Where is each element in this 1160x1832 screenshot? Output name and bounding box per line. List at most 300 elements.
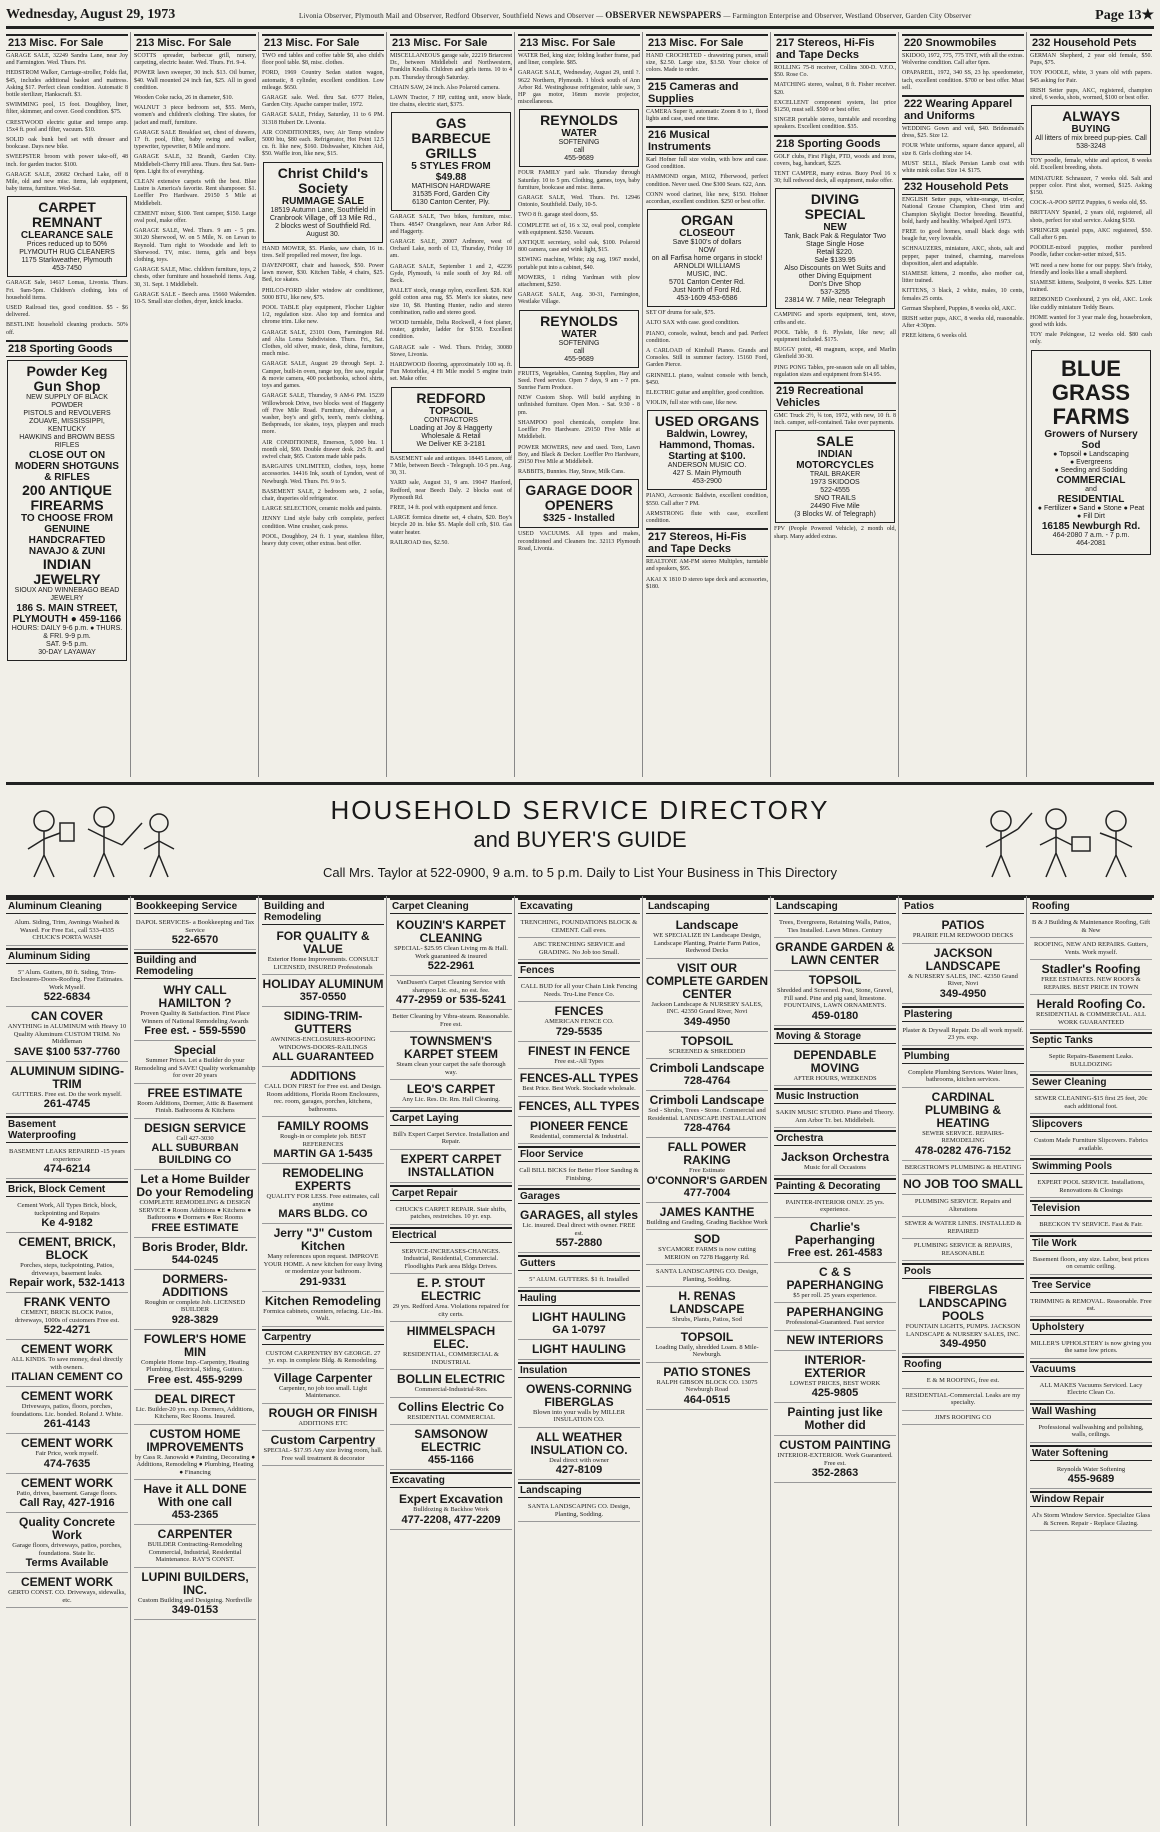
- listing-description: Garage floors, driveways, patios, porches, foundations. State lic.: [12, 1542, 122, 1557]
- classified-ad: ENGLISH Setter pups, white-orange, tri-color, National Grouse Champion, Chest trim and Champion Skylight Doctor breeding. Beautiful, bold, hardy and healthy. Whelped April 1973.: [902, 197, 1024, 225]
- section-heading: 217 Stereos, Hi-Fis and Tape Decks: [774, 34, 896, 63]
- listing-description: Loading Daily, shredded Loam. 8 Mile-Newburgh.: [655, 1343, 759, 1358]
- section-heading: 213 Misc. For Sale: [646, 34, 768, 51]
- listing-description: RESIDENTIAL & COMMERCIAL. ALL WORK GUARANTEED: [1036, 1011, 1146, 1026]
- service-listing: [646, 1265, 768, 1287]
- listing-description: 29 yrs. Redford Area. Violations repaired for city certs.: [392, 1303, 510, 1318]
- ad-line: call: [573, 347, 585, 355]
- classified-ad: GARAGE SALE, Thursday, 9 AM-6 PM. 15239 Willowbrook Drive, two blocks west of Haggerty off Five Mile Road. Furniture, dishwasher, a washer, boy's and girl's, teen's, men's clothing. Bedspreads, ice skates, toys, playpen and much more.: [262, 393, 384, 436]
- classified-ad: RABBITS, Bunnies. Hay, Straw, Milk Cans.: [518, 469, 625, 476]
- classified-ad: MATCHING stereo, walnut, 8 ft. Fisher receiver. $20.: [774, 82, 896, 96]
- listing-phone: Free est. - 559-5590: [144, 1025, 246, 1037]
- service-listing: [518, 1273, 640, 1288]
- listing-description: RESIDENTIAL, COMMERCIAL & INDUSTRIAL: [403, 1351, 499, 1366]
- classified-ad: GARAGE SALE, Wed. Thurs. 9 am - 5 pm. 30120 Sherwood, W. on 5 Mile, N. on Levan to Reynold. Turn right to Woodside and left to Sherwood. TV, misc. items, girls and boys clothing, toys.: [134, 228, 256, 264]
- display-ad: [263, 162, 383, 243]
- ad-line: 6130 Canton Center, Ply.: [412, 199, 490, 207]
- service-listing: [6, 1007, 128, 1062]
- listing-description: & NURSERY SALES, INC. 42350 Grand River, Novi: [908, 972, 1018, 987]
- service-category-heading: Garages: [518, 1188, 640, 1204]
- ad-line: REYNOLDS: [540, 312, 618, 329]
- classified-ad: PHILCO-FORD slider window air conditioner, 5000 BTU, like new, $75.: [262, 287, 384, 301]
- business-name: FREE ESTIMATE: [147, 1085, 243, 1100]
- service-listing: [1030, 960, 1152, 995]
- listing-description: SYCAMORE FARMS is now cutting MERION on 7278 Haggerty Rd.: [658, 1246, 756, 1261]
- service-listing: [6, 1573, 128, 1608]
- business-name: PIONEER FENCE: [529, 1118, 628, 1133]
- directory-banner: [6, 782, 1154, 898]
- listing-description: Plaster & Drywall Repair. Do all work myself. 23 yrs. exp.: [902, 1026, 1024, 1041]
- business-name: CEMENT WORK: [21, 1342, 113, 1356]
- ad-line: FARMS: [1052, 403, 1130, 429]
- service-listing: [134, 1119, 256, 1171]
- classified-ad: WEDDING Gown and veil, $40. Bridesmaid's dress, $25. Size 12.: [902, 126, 1024, 140]
- service-listing: [262, 1404, 384, 1432]
- service-listing: [390, 1398, 512, 1426]
- ad-line: 522-4555: [820, 487, 850, 495]
- listing-description: SEWER SERVICE. REPAIRS-REMODELING: [922, 1129, 1004, 1144]
- service-category-heading: Tile Work: [1030, 1235, 1152, 1251]
- listing-description: TRENCHING, FOUNDATIONS BLOCK & CEMENT. Call eves.: [520, 919, 638, 934]
- classified-ad: GARAGE SALE, Wed. Thurs. Fri. 12946 Ontonio, Southfield. Daily, 10-5.: [518, 195, 640, 209]
- section-heading: 232 Household Pets: [902, 178, 1024, 195]
- listing-description: ADDITIONS ETC: [298, 1419, 348, 1427]
- listing-description: COMPLETE REMODELING & DESIGN SERVICE ● Room Additions ● Kitchens ● Bathrooms ● Dormers ● Rec Rooms: [138, 1199, 252, 1221]
- listing-phone: Call Ray, 427-1916: [19, 1497, 115, 1509]
- listing-phone: SAVE $100 537-7760: [13, 1045, 121, 1058]
- business-name: ALUMINUM SIDING-TRIM: [10, 1063, 124, 1091]
- classified-ad: IRISH setter pups, AKC, 8 weeks old, reasonable. After 4:30pm.: [902, 316, 1024, 330]
- classified-ad: HAND MOWER, $5. Planks, saw chain, 16 in. tires. Self propelled reel mower, fire logs.: [262, 245, 384, 259]
- ad-line: All litters of mix breed pup-pies. Call: [1035, 135, 1147, 143]
- directory-title: HOUSEHOLD SERVICE DIRECTORY: [330, 795, 830, 825]
- classified-ad: YARD sale, August 31, 9 am. 19047 Hanford, Redford, near Beech Daly. 2 blocks east of Plymouth Rd.: [390, 480, 512, 501]
- listing-phone: Ke 4-9182: [41, 1217, 93, 1229]
- listing-description: RESIDENTIAL COMMERCIAL: [407, 1413, 495, 1421]
- service-listing: [134, 1568, 256, 1621]
- listing-description: SCREENED & SHREDDED: [668, 1047, 746, 1055]
- classified-ad: BUGGY point, 48 magnum, scope, and Marlin Glenfield 30-30.: [774, 347, 896, 361]
- ad-line: Just North of Ford Rd.: [672, 287, 742, 295]
- classified-column: [774, 32, 899, 777]
- section-heading: 217 Stereos, Hi-Fis and Tape Decks: [646, 528, 768, 557]
- business-name: FAMILY ROOMS: [277, 1119, 369, 1133]
- listing-description: Bill's Expert Carpet Service. Installation and Repair.: [393, 1130, 509, 1145]
- classified-ad: EXCELLENT component system, list price $1250, must sell. $500 or best offer.: [774, 99, 896, 114]
- listing-phone: 455-9689: [1067, 1473, 1115, 1485]
- service-listing: [1030, 1134, 1152, 1156]
- ad-line: CARPET REMNANT: [32, 199, 102, 231]
- classified-ad: FOUR White uniforms, square dance apparel, all size 8. Girls clothing size 14.: [902, 143, 1024, 157]
- listing-description: Rough-in or complete job. BEST REFERENCES: [279, 1133, 367, 1148]
- service-listing: [774, 1303, 896, 1331]
- service-listing: [134, 1525, 256, 1568]
- business-name: INTERIOR-EXTERIOR: [804, 1352, 866, 1380]
- listing-description: EXPERT POOL SERVICE. Installations, Renovations & Closings: [1037, 1179, 1145, 1194]
- listing-description: 5" ALUM. GUTTERS. $1 ft. Installed: [529, 1276, 629, 1283]
- gun-shop-ad: [7, 360, 127, 661]
- service-listing: [134, 1480, 256, 1525]
- listing-phone: 459-0180: [811, 1009, 859, 1022]
- listing-phone: 352-2863: [811, 1467, 859, 1479]
- ad-line: Prices reduced up to 50%: [26, 241, 108, 249]
- business-name: Crimboli Landscape: [649, 1093, 765, 1107]
- service-listing: [774, 1436, 896, 1483]
- listing-description: CALL DON FIRST for Free est. and Design. Room additions, Florida Room Enclosures, rec. room, garages, porches, kitchens, bathrooms.: [264, 1083, 382, 1113]
- service-listing: [518, 1097, 640, 1117]
- listing-description: Summer Prices. Let a Builder do your Remodeling and SAVE! Quality workmanship for over 20 years: [134, 1057, 256, 1079]
- classified-ad: CEMENT mixer, $100. Tent camper, $150. Large oval pool, make offer.: [134, 210, 256, 225]
- ad-line: Growers of Nursery Sod: [1044, 428, 1138, 451]
- service-listing: [518, 1428, 640, 1481]
- service-listing: [134, 1238, 256, 1270]
- ad-line: Also Discounts on Wet Suits and other Diving Equipment: [784, 265, 886, 281]
- display-ad: [7, 196, 127, 277]
- ad-line: GARAGE DOOR OPENERS: [525, 482, 633, 514]
- service-category-heading: Landscaping: [646, 898, 768, 914]
- ad-line: BUYING: [1071, 124, 1111, 136]
- ad-line: 5701 Canton Center Rd.: [669, 279, 745, 287]
- display-ad: [775, 188, 895, 309]
- business-name: FENCES, ALL TYPES: [518, 1098, 640, 1113]
- display-ad: [519, 479, 639, 528]
- service-listing: [1030, 995, 1152, 1030]
- classified-ad: CAMERA Super 8, automatic Zoom 8 to 1, flood lights and case, used one time.: [646, 108, 768, 122]
- listing-phone: 474-6214: [43, 1163, 91, 1175]
- classified-ad: COMPLETE set of, 16 x 32, oval pool, complete with equipment. $250. Vacuum.: [518, 222, 640, 236]
- listing-description: Reynolds Water Softening: [1056, 1465, 1126, 1473]
- listing-description: Driveways, patios, floors, porches, foundations. Lic. bonded. Roland J. White.: [11, 1403, 123, 1418]
- ad-line: SNO TRAILS: [814, 495, 856, 503]
- service-column: [902, 896, 1027, 1826]
- business-name: FENCES: [554, 1004, 604, 1018]
- service-category-heading: Roofing: [1030, 898, 1152, 914]
- business-name: REMODELING EXPERTS: [282, 1166, 364, 1193]
- listing-description: AFTER HOURS, WEEKENDS: [793, 1074, 877, 1082]
- service-listing: [1030, 1295, 1152, 1317]
- service-listing: [134, 1330, 256, 1390]
- listing-description: Call 427-3030: [176, 1134, 214, 1142]
- ad-line: PISTOLS and REVOLVERS: [23, 409, 111, 417]
- listing-description: WE SPECIALIZE IN Landscape Design, Landscape Planting, Prairie Farm Patios, Redwood Decks: [653, 932, 761, 954]
- service-listing: [646, 959, 768, 1032]
- service-category-heading: Electrical: [390, 1227, 512, 1243]
- business-name: ROUGH OR FINISH: [268, 1405, 378, 1420]
- listing-phone: MARTIN GA 1-5435: [273, 1148, 373, 1160]
- service-category-heading: Basement Waterproofing: [6, 1116, 128, 1143]
- ad-line: (3 Blocks W. of Telegraph): [794, 511, 876, 519]
- business-name: LEO'S CARPET: [406, 1082, 496, 1096]
- service-category-heading: Bookkeeping Service: [134, 898, 256, 914]
- ad-line: and: [1085, 485, 1097, 493]
- ad-line: COMMERCIAL: [1056, 474, 1126, 486]
- classified-ad: SPRINGER spaniel pups, AKC registered, $50. Call after 6 pm.: [1030, 227, 1152, 242]
- classified-ad: TOY POODLE, white, 3 years old with papers. $45 asking for Pair.: [1030, 70, 1152, 84]
- business-name: TOPSOIL: [808, 973, 862, 987]
- section-heading: 218 Sporting Goods: [6, 340, 128, 357]
- listing-description: SPECIAL- $25.95 Clean Living rm & Hall. Work guaranteed & insured: [394, 945, 508, 960]
- service-listing: [1030, 1509, 1152, 1531]
- business-name: Have it ALL DONE With one call: [143, 1482, 247, 1509]
- business-name: Collins Electric Co: [397, 1399, 505, 1414]
- listing-description: Commercial-Industrial-Res.: [414, 1386, 488, 1393]
- listing-phone: Free est. 261-4583: [787, 1246, 883, 1259]
- ad-line: SALE: [816, 433, 854, 450]
- ad-line: 18519 Autumn Lane, Southfield in Cranbrook Village, off 13 Mile Rd., 2 blocks west of Southfield Rd. August 30.: [269, 206, 377, 238]
- listing-description: PRAIRIE FILM REDWOOD DECKS: [912, 932, 1014, 939]
- service-listing: [6, 1387, 128, 1434]
- listing-description: Complete Home Imp.-Carpentry, Heating Plumbing, Electrical, Siding, Gutters.: [140, 1358, 250, 1373]
- classified-ad: BASEMENT SALE, 2 bedroom sets, 2 sofas, chair, draperies old refrigerator.: [262, 488, 384, 502]
- listing-phone: 357-0550: [299, 991, 347, 1003]
- business-name: FRANK VENTO: [23, 1295, 111, 1309]
- ad-line: on all Farfisa home organs in stock!: [651, 255, 763, 263]
- service-category-heading: Carpentry: [262, 1329, 384, 1345]
- ad-line: Christ Child's Society: [277, 164, 369, 196]
- service-category-heading: Insulation: [518, 1362, 640, 1378]
- listing-phone: 453-2365: [171, 1509, 219, 1521]
- classified-ad: SWIMMING pool, 15 foot. Doughboy, liner, filter, skimmer, and cover. Good condition. $75.: [6, 102, 128, 116]
- service-listing: [134, 981, 256, 1041]
- listing-phone: 478-0282 476-7152: [914, 1144, 1012, 1157]
- classified-ad: AIR CONDITIONERS, two; Air Temp window 5000 btu, $80 each. Refrigerator, Hot Point 12.5 cu. ft. like new, $160. Dishwasher, Kitchen Aid, $50. Waffle iron, like new, $15.: [262, 129, 384, 158]
- classified-ad: GARAGE SALE, September 1 and 2, 42236 Gyde, Plymouth, ¼ mile south of Joy Rd. off Beck.: [390, 263, 512, 285]
- display-ad: [775, 430, 895, 523]
- classified-ad: German Shepherd, Puppies, 8 weeks old, AKC.: [902, 305, 1016, 312]
- listing-phone: 729-5535: [555, 1025, 603, 1038]
- listing-description: Shrubs, Plants, Patios, Sod: [672, 1316, 742, 1323]
- service-listing: [902, 1217, 1024, 1239]
- classified-ad: SINGER portable stereo, turntable and recording speakers. Excellent condition. $35.: [774, 117, 896, 131]
- listing-phone: ALL SUBURBAN BUILDING CO: [151, 1142, 239, 1166]
- service-listing: [646, 1328, 768, 1363]
- classified-ad: Wooden Coke racks, 26 in diameter, $10.: [134, 95, 234, 102]
- listing-description: Free est.-All Types: [554, 1057, 604, 1065]
- classified-ad: TOY male Pekingese, 12 weeks old. $80 cash only.: [1030, 332, 1152, 346]
- listing-description: ROOFING, NEW AND REPAIRS. Gutters, Vents. Work myself.: [1034, 941, 1148, 956]
- service-listing: [390, 1150, 512, 1183]
- business-name: OWENS-CORNING FIBERGLAS: [526, 1381, 632, 1409]
- listing-description: PLUMBING SERVICE & REPAIRS, REASONABLE: [913, 1242, 1013, 1257]
- ad-line: REYNOLDS: [540, 112, 618, 129]
- listing-description: Residential, commercial & Industrial.: [529, 1132, 628, 1140]
- listing-description: CHUCK'S CARPET REPAIR. Stair shifts, patches, restretches. 10 yr. exp.: [395, 1205, 507, 1220]
- service-listing: [262, 1164, 384, 1224]
- service-category-heading: Septic Tanks: [1030, 1032, 1152, 1048]
- classified-ad: SOLID oak bunk bed set with dresser and bookcase. Days new bike.: [6, 137, 128, 151]
- listing-description: Blown into your walls by MILLER INSULATION CO.: [533, 1408, 625, 1423]
- service-listing: [390, 1274, 512, 1322]
- service-column: [774, 896, 899, 1826]
- classified-ad: FPV (People Powered Vehicle), 2 month old, sharp. Many added extras.: [774, 526, 896, 540]
- business-name: LUPINI BUILDERS, INC.: [141, 1569, 249, 1597]
- listing-description: INTERIOR-EXTERIOR. Work Guaranteed. Free est.: [777, 1452, 893, 1467]
- ad-line: $325 - Installed: [543, 513, 615, 525]
- classified-column: [262, 32, 387, 777]
- ad-line: TRAIL BRAKER: [809, 471, 861, 479]
- classified-ad: GERMAN Shepherd, 2 year old female, $50. Pups, $75.: [1030, 53, 1152, 67]
- service-listing: [262, 975, 384, 1007]
- service-listing: [1030, 1337, 1152, 1359]
- display-ad: [647, 410, 767, 490]
- listing-phone: 349-4950: [683, 1015, 731, 1028]
- ad-line: TOPSOIL: [429, 405, 473, 417]
- business-name: Boris Broder, Bldr.: [141, 1239, 249, 1254]
- ad-line: 464-2081: [1076, 539, 1106, 547]
- classified-ad: GRINNELL piano, walnut console with bench, $450.: [646, 372, 768, 386]
- service-category-heading: Tree Service: [1030, 1277, 1152, 1293]
- ad-line: TO CHOOSE FROM: [20, 512, 114, 524]
- service-category-heading: Television: [1030, 1200, 1152, 1216]
- ad-line: CLOSE OUT ON MODERN SHOTGUNS & RIFLES: [15, 449, 119, 483]
- business-name: FINEST IN FENCE: [527, 1043, 630, 1058]
- business-name: Charlie's Paperhanging: [794, 1219, 875, 1247]
- business-name: H. RENAS LANDSCAPE: [669, 1289, 745, 1316]
- classified-ad: FOUR FAMILY yard sale. Thursday through Saturday. 10 to 5 pm. Clothing, games, toys, baby furniture, bookcase and misc. items.: [518, 170, 640, 191]
- classified-ad: KITTENS, 3 black, 2 white, males, 10 cents, females 25 cents.: [902, 288, 1024, 302]
- business-name: LIGHT HAULING: [532, 1341, 626, 1356]
- classified-ad: OPAPAREIL, 1972, 340 SS, 23 hp. speedometer, tach, excellent condition. $700 or best offer. Must sell.: [902, 70, 1024, 91]
- service-category-heading: Building and Remodeling: [134, 952, 256, 979]
- classified-column: [1030, 32, 1154, 777]
- classified-ad: WE need a new home for our puppy. She's frisky, friendly and looks like a small shepherd.: [1030, 262, 1152, 276]
- business-name: Landscape: [675, 918, 739, 932]
- business-name: CARPENTER: [157, 1527, 233, 1541]
- listing-phone: 427-8109: [555, 1464, 603, 1476]
- listing-phone: 349-4950: [939, 1338, 987, 1350]
- service-listing: [518, 1500, 640, 1522]
- listing-description: AMERICAN FENCE CO.: [544, 1018, 614, 1025]
- classified-ad: GARAGE SALE, 32 Brandt, Garden City. Middlebelt-Cherry Hill area. Thurs. thru Sat. 9am-6pm. Light fix of everything.: [134, 154, 256, 175]
- listing-description: PLUMBING SERVICE. Repairs and Alterations: [914, 1198, 1012, 1213]
- classified-section: [6, 32, 1154, 777]
- directory-subtitle: and BUYER'S GUIDE: [473, 827, 687, 852]
- business-name: CEMENT WORK: [21, 1436, 113, 1450]
- service-listing: [518, 1002, 640, 1042]
- classified-ad: A CARLOAD of Kimball Pianos. Grands and Consoles. Still in summer factory. 15160 Ford, Garden Pierce.: [646, 348, 768, 369]
- classified-ad: ALTO SAX with case. good condition.: [646, 320, 740, 327]
- business-name: BOLLIN ELECTRIC: [397, 1372, 505, 1386]
- classified-ad: PIANO, Acrosonic Baldwin, excellent condition, $550. Call after 7 PM.: [646, 493, 768, 507]
- ad-line: We Deliver KE 3-2181: [416, 440, 486, 448]
- service-category-heading: Roofing: [902, 1356, 1024, 1372]
- listing-description: Steam clean your carpet the safe thorough way.: [396, 1061, 506, 1076]
- listing-description: MILLER'S UPHOLSTERY is now giving you the same low prices.: [1030, 1339, 1152, 1354]
- listing-phone: ALL GUARANTEED: [272, 1051, 374, 1063]
- service-listing: [518, 1069, 640, 1097]
- classified-ad: POWER lawn sweeper, 30 inch. $13. Oil burner, $40. Wall mounted 24 inch fan, $25. All in good condition.: [134, 70, 256, 91]
- listing-phone: Free est. 455-9299: [147, 1373, 243, 1386]
- service-column: [646, 896, 771, 1826]
- display-ad: [391, 112, 511, 211]
- service-category-heading: Brick, Block Cement: [6, 1181, 128, 1197]
- service-listing: [902, 1281, 1024, 1354]
- listing-description: Alum. Siding, Trim, Awnings Washed & Waxed. For Free Est., call 533-4335 CHUCK'S PORTA WASH: [14, 919, 120, 941]
- ad-line: 31535 Ford, Garden City: [412, 191, 490, 199]
- classified-ad: GMC Truck 2½, ¾ ton, 1972, with new, 10 ft. 8 inch. camper, self-contained. Take over payments.: [774, 413, 896, 427]
- business-name: HIMMELSPACH ELEC.: [406, 1324, 496, 1351]
- business-name: Village Carpenter: [273, 1370, 373, 1385]
- business-name: CUSTOM HOME IMPROVEMENTS: [146, 1426, 244, 1454]
- business-name: CEMENT WORK: [21, 1475, 113, 1490]
- classified-ad: LAWN Tractor, 7 HP, cutting unit, snow blade, tire chains, electric start, $375.: [390, 95, 512, 109]
- classified-ad: TENT CAMPER, many extras. Buoy Pool 16 x 30; full redwood deck, all equipment, make offer.: [774, 171, 896, 185]
- ad-line: ● Evergreens: [1070, 458, 1112, 466]
- listing-phone: Terms Available: [25, 1557, 109, 1569]
- listing-description: Basement floors, any size. Labor, best prices on ceramic ceiling.: [1032, 1255, 1150, 1270]
- business-name: DORMERS-ADDITIONS: [162, 1271, 228, 1299]
- classified-column: [902, 32, 1027, 777]
- display-ad: [647, 209, 767, 307]
- listing-description: FREE ESTIMATES. NEW ROOFS & REPAIRS. BEST PRICE IN TOWN: [1041, 976, 1141, 991]
- classified-column: [646, 32, 771, 777]
- ad-line: 453-7450: [52, 265, 82, 273]
- business-name: Jerry "J" Custom Kitchen: [273, 1226, 373, 1253]
- service-listing: [902, 1411, 1024, 1426]
- classified-ad: COCK-A-POO SPITZ Puppies, 6 weeks old, $5.: [1030, 200, 1148, 207]
- service-listing: [262, 1347, 384, 1369]
- listing-description: Professional wallwashing and polishing, walls, ceilings.: [1038, 1423, 1144, 1438]
- service-category-heading: Landscaping: [774, 898, 896, 914]
- ad-line: ● Topsoil ● Landscaping: [1053, 450, 1129, 458]
- classified-ad: SIAMESE kittens, 2 months, also mother cat, litter trained.: [902, 271, 1024, 285]
- service-listing: [774, 1403, 896, 1436]
- service-listing: [902, 1389, 1024, 1411]
- service-listing: [1030, 1050, 1152, 1072]
- service-listing: [646, 1059, 768, 1091]
- business-name: SIDING-TRIM-GUTTERS: [283, 1009, 363, 1036]
- service-listing: [6, 1434, 128, 1474]
- business-name: CEMENT WORK: [21, 1389, 113, 1403]
- service-category-heading: Hauling: [518, 1290, 640, 1306]
- business-name: NEW INTERIORS: [786, 1332, 884, 1347]
- display-ad: [519, 109, 639, 167]
- ad-line: NEW: [823, 222, 847, 234]
- ad-line: 30-DAY LAYAWAY: [38, 648, 96, 656]
- service-listing: [518, 980, 640, 1002]
- ad-line: 464-2080 7 a.m. - 7 p.m.: [1052, 531, 1130, 539]
- classified-ad: GARAGE SALE, Wednesday, August 29, until ?. 9622 Northern, Plymouth. 1 block south of Ann Arbor Rd. Westinghouse refrigerator, table saw, 3 HP gas motor, 16mm movie projector, miscellaneous.: [518, 70, 640, 106]
- classified-ad: BESTLINE household cleaning products. 50% off.: [6, 322, 128, 336]
- service-category-heading: Excavating: [390, 1472, 512, 1488]
- service-column: [6, 896, 131, 1826]
- service-listing: [902, 1088, 1024, 1161]
- ad-line: SOFTENING: [558, 139, 600, 147]
- classified-column: [6, 32, 131, 777]
- classified-ad: WALNUT 3 piece bedroom set, $55. Men's, women's and children's clothing. Tire skates, for jacket and muff, furniture.: [134, 105, 256, 126]
- business-name: DESIGN SERVICE: [144, 1120, 246, 1135]
- business-name: Painting just like Mother did: [787, 1405, 883, 1432]
- service-category-heading: Upholstery: [1030, 1319, 1152, 1335]
- listing-description: AWNINGS-ENCLOSURES-ROOFING WINDOWS-DOORS-RAILINGS: [270, 1036, 376, 1051]
- service-category-heading: Floor Service: [518, 1146, 640, 1162]
- listing-description: RALPH GIBSON BLOCK CO. 13075 Newburgh Road: [656, 1378, 758, 1393]
- classified-ad: ANTIQUE secretary, solid oak, $100. Polaroid 800 camera, case and wink light, $15.: [518, 240, 640, 254]
- service-listing: [262, 927, 384, 975]
- listing-phone: 728-4764: [683, 1122, 731, 1134]
- classified-ad: GARAGE SALE, Two bikes, furniture, misc. Thurs. 48547 Orangelawn, near Ann Arbor Rd. and Haggerty.: [390, 214, 512, 235]
- service-listing: [518, 1164, 640, 1186]
- service-category-heading: Plumbing: [902, 1048, 1024, 1064]
- service-listing: [774, 1263, 896, 1304]
- section-heading: 213 Misc. For Sale: [390, 34, 512, 51]
- ad-line: 186 S. MAIN STREET, PLYMOUTH ● 459-1166: [12, 602, 122, 625]
- listing-description: Shredded and Screened. Peat, Stone, Gravel, Fill sand. Pine and pig sand, limestone. FOUNTAINS, LAWN ORNAMENTS.: [776, 987, 894, 1009]
- ad-line: Sale $139.95: [814, 257, 856, 265]
- service-column: [1030, 896, 1154, 1826]
- masthead-papers: Livonia Observer, Plymouth Mail and Observer, Redford Observer, Southfield News and Observer — OBSERVER NEWSPAPERS — Farmington Enterprise and Observer, Westland Observer, Garden City Observer: [299, 10, 972, 20]
- listing-description: Best Price. Best Work. Stockade wholesale.: [522, 1085, 636, 1092]
